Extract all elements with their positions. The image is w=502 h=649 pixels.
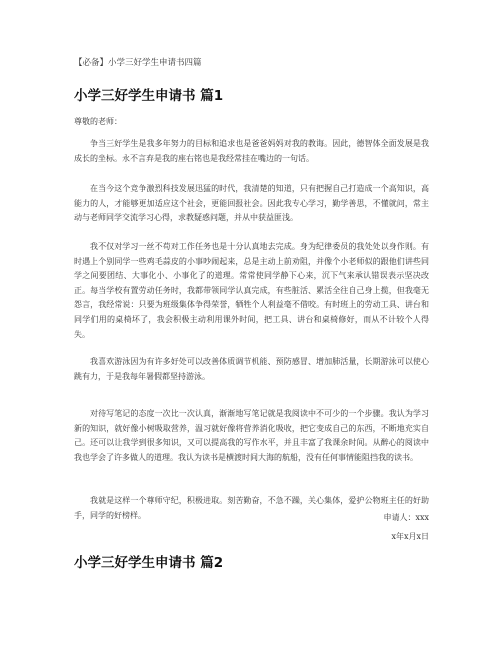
article-2-title: 小学三好学生申请书 篇2 xyxy=(74,555,224,571)
paragraph-2: 在当今这个竞争激烈科技发展迅猛的时代，我清楚的知道，只有把握自己打造成一个高知识，高能力的人，才能够更加适应这个社会，更能回报社会。因此我专心学习，勤学善思，不懂就问，常主动与老师同学交流学习心得，求教疑惑问题，并从中获益匪浅。 xyxy=(74,184,429,223)
paragraph-3: 我不仅对学习一丝不苟对工作任务也是十分认真地去完成。身为纪律委员的我处处以身作则。有时遇上个别同学一些鸡毛蒜皮的小事吵闹起来，总是主动上前劝阻，并像个小老师似的跟他们讲些同学之间要团结、大事化小、小事化了的道理。常常使同学静下心来，沉下气来承认错误表示坚决改正。每当学校有置劳动任务时，我都带领同学认真完成，有些脏活、累活全往自己身上揽，但我毫无怨言，我经常说：只要为班级集体争得荣誉，牺牲个人利益毫不借咬。有时班上的劳动工具、讲台和同学们用的桌椅坏了，我会积极主动利用课外时间，把工具、讲台和桌椅修好，而从不计较个人得失。 xyxy=(74,242,429,339)
paragraph-5: 对待写笔记的态度一次比一次认真，渐渐地写笔记就是我阅读中不可少的一个步骤。我认为学习新的知识，就好像小树吸取营养，温习就好像将营养消化吸收，把它变成自己的东西，不断地充实自己。还可以让我学到很多知识，又可以提高我的写作水平，并且丰富了我课余时间。从醉心的阅读中我也学会了许多做人的道理。我认为读书是横渡时间大海的航船，没有任何事情能阻挡我的读书。 xyxy=(74,409,429,462)
signature-date: x年x月x日 xyxy=(391,532,429,541)
applicant-signature: 申请人：xxx xyxy=(383,513,429,522)
document-breadcrumb: 【必备】小学三好学生申请书四篇 xyxy=(74,58,202,68)
paragraph-6: 我就是这样一个尊师守纪，积极进取。刻苦勤奋，不急不躁，关心集体，爱护公物班主任的好助手，同学的好榜样。 xyxy=(74,496,429,520)
paragraph-1: 争当三好学生是我多年努力的目标和追求也是爸爸妈妈对我的教诲。因此，德智体全面发展是我成长的坐标。永不言弃是我的座右铭也是我经常挂在嘴边的一句话。 xyxy=(74,139,429,163)
article-1-title: 小学三好学生申请书 篇1 xyxy=(74,88,224,104)
salutation: 尊敬的老师： xyxy=(74,117,122,126)
paragraph-4: 我喜欢游泳因为有许多好处可以改善体质调节机能、预防感冒、增加肺活量，长期游泳可以使心跳有力，于是我每年暑假都坚持游泳。 xyxy=(74,357,429,381)
